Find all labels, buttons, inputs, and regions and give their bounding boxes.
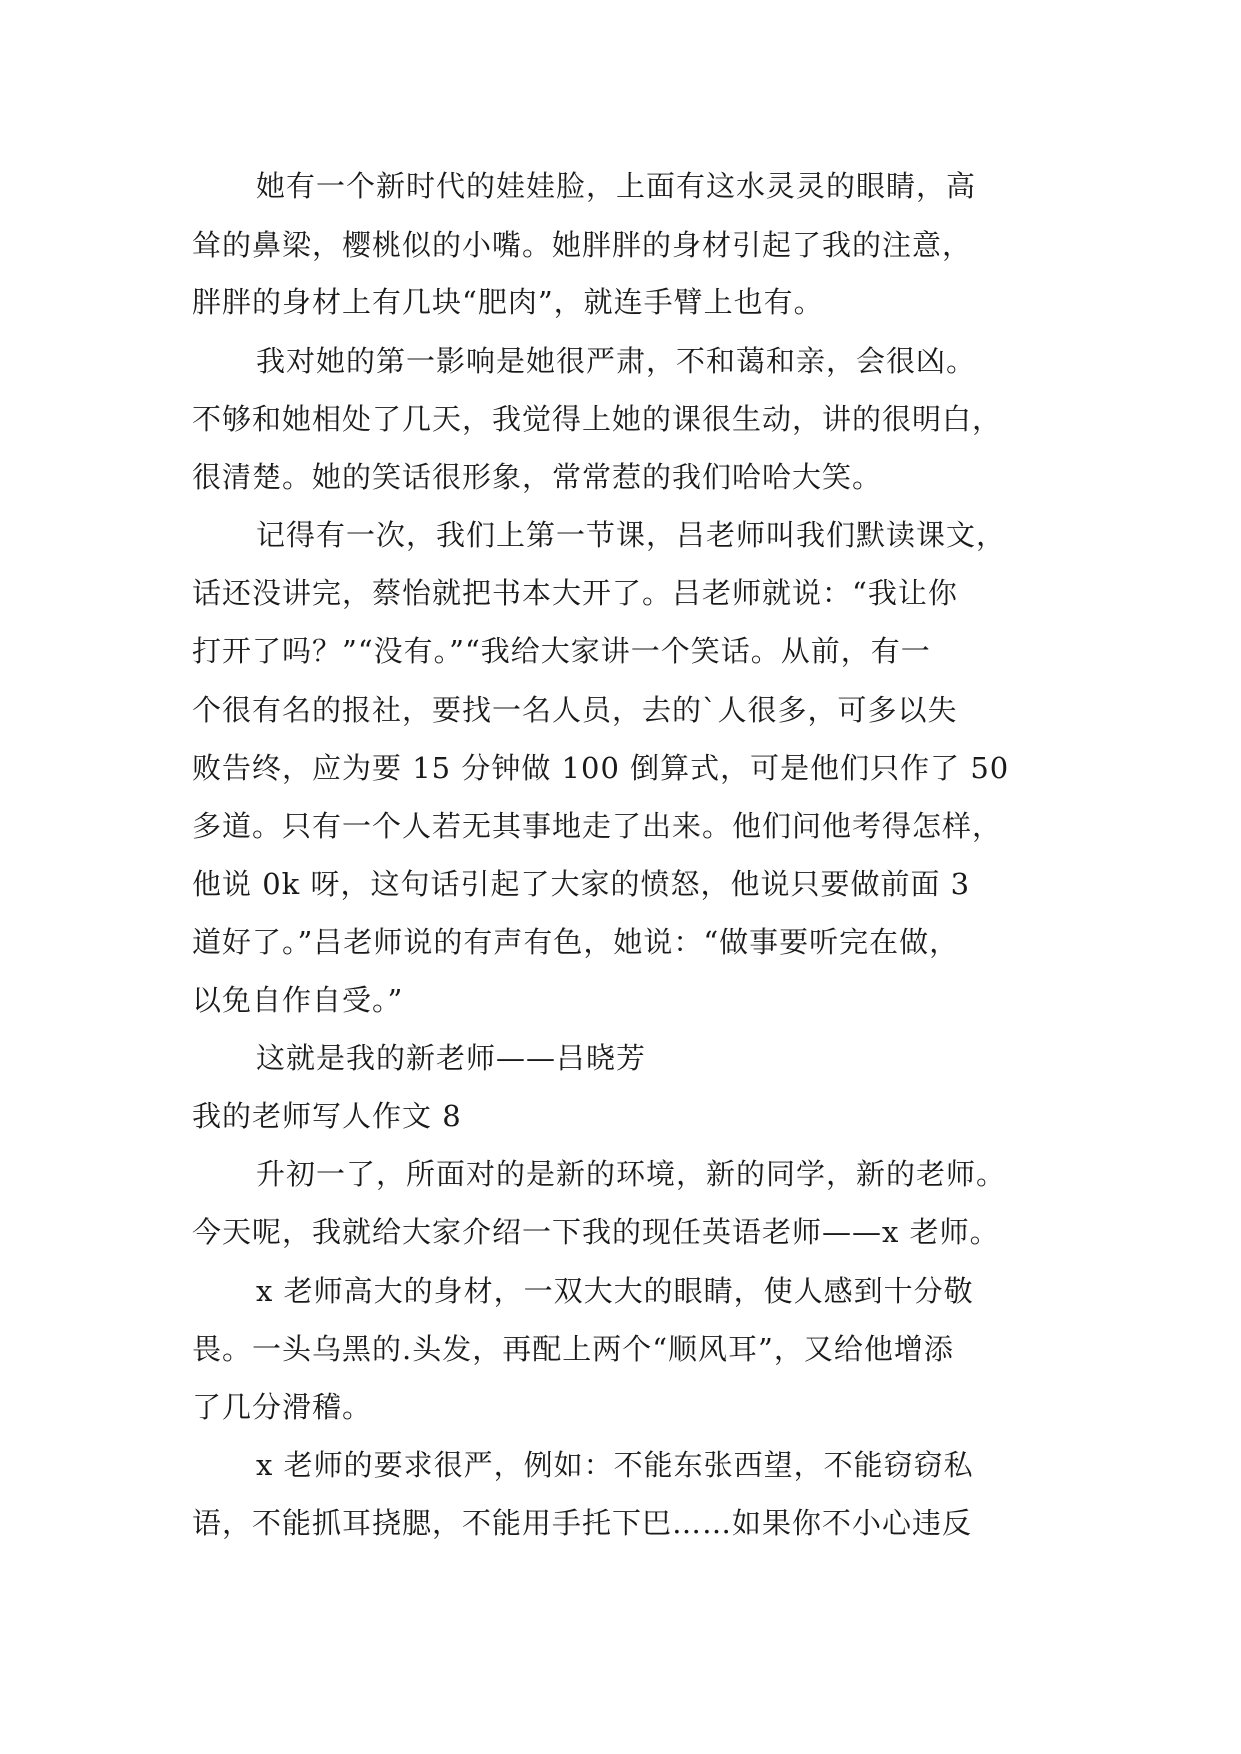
text-line: 我对她的第一影响是她很严肃，不和蔼和亲，会很凶。 xyxy=(256,344,977,378)
text-line: 畏。一头乌黑的.头发，再配上两个“顺风耳”，又给他增添 xyxy=(192,1332,954,1366)
text-line: 多道。只有一个人若无其事地走了出来。他们问他考得怎样， xyxy=(192,809,1003,843)
section-heading: 我的老师写人作文 8 xyxy=(192,1099,462,1133)
text-line: 他说 0k 呀，这句话引起了大家的愤怒，他说只要做前面 3 xyxy=(192,867,971,901)
text-line: 耸的鼻梁，樱桃似的小嘴。她胖胖的身材引起了我的注意， xyxy=(192,228,973,262)
text-line: 打开了吗？”“没有。”“我给大家讲一个笑话。从前，有一 xyxy=(192,634,931,668)
text-line: 道好了。”吕老师说的有声有色，她说：“做事要听完在做， xyxy=(192,925,960,959)
text-line: 今天呢，我就给大家介绍一下我的现任英语老师——x 老师。 xyxy=(192,1215,1000,1249)
text-line: 个很有名的报社，要找一名人员，去的`人很多，可多以失 xyxy=(192,693,958,727)
text-line: 胖胖的身材上有几块“肥肉”，就连手臂上也有。 xyxy=(192,285,824,319)
text-line: 她有一个新时代的娃娃脸，上面有这水灵灵的眼睛，高 xyxy=(256,169,977,203)
text-line: 话还没讲完，蔡怡就把书本大开了。吕老师就说：“我让你 xyxy=(192,576,958,610)
text-line: 以免自作自受。” xyxy=(192,983,404,1017)
text-line: 记得有一次，我们上第一节课，吕老师叫我们默读课文， xyxy=(256,518,1007,552)
text-line: 语，不能抓耳挠腮，不能用手托下巴……如果你不小心违反 xyxy=(192,1506,973,1540)
text-line: 败告终，应为要 15 分钟做 100 倒算式，可是他们只作了 50 xyxy=(192,751,1010,785)
text-line: x 老师高大的身材，一双大大的眼睛，使人感到十分敬 xyxy=(256,1274,974,1308)
text-line: x 老师的要求很严，例如：不能东张西望，不能窃窃私 xyxy=(256,1448,974,1482)
text-line: 不够和她相处了几天，我觉得上她的课很生动，讲的很明白， xyxy=(192,402,1003,436)
text-line: 升初一了，所面对的是新的环境，新的同学，新的老师。 xyxy=(256,1157,1007,1191)
text-line: 了几分滑稽。 xyxy=(192,1390,373,1424)
text-line: 很清楚。她的笑话很形象，常常惹的我们哈哈大笑。 xyxy=(192,460,883,494)
text-line: 这就是我的新老师——吕晓芳 xyxy=(256,1041,647,1075)
